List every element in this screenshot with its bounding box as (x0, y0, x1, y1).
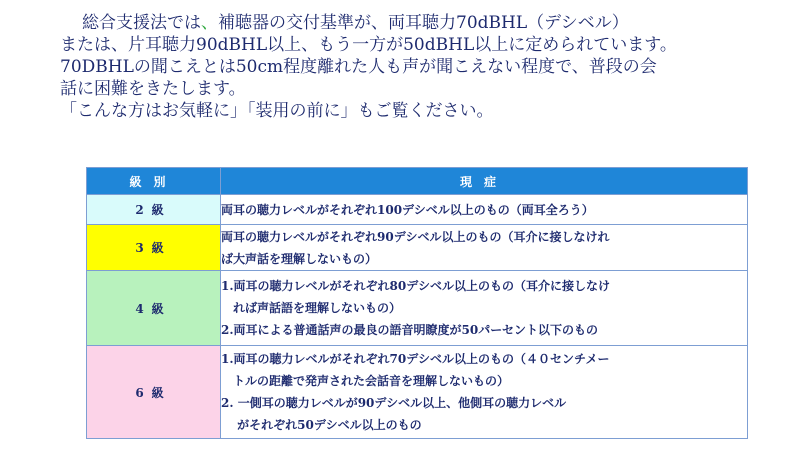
intro-line-1 (60, 12, 780, 34)
grade-cell-4: 4級 (87, 271, 221, 346)
symptom-line: 2.両耳による普通話声の最良の語音明瞭度が50パーセント以下のもの (221, 323, 598, 337)
symptom-cell-2 (221, 195, 748, 225)
symptom-line: 両耳の聴力レベルがそれぞれ100デシベル以上のもの（両耳全ろう） (221, 202, 594, 217)
symptom-cell-4 (221, 271, 748, 346)
grade-cell-2: 2級 (87, 195, 221, 225)
table-row (87, 225, 748, 271)
grade-cell-3: 3級 (87, 225, 221, 271)
symptom-line: がそれぞれ50デシベル以上のもの (221, 418, 422, 432)
symptom-line: 1.両耳の聴力レベルがそれぞれ70デシベル以上のもの（４０センチメー (221, 352, 610, 366)
symptom-line: トルの距離で発声された会話音を理解しないもの） (221, 374, 510, 388)
intro-line-1-text: 総合支援法では (82, 13, 201, 33)
symptom-cell-6 (221, 346, 748, 439)
intro-line-5: 「こんな方はお気軽に」「装用の前に」もご覧ください。 (60, 101, 494, 121)
intro-line-1-rest: 補聴器の交付基準が、両耳聴力70dBHL（デシベル） (218, 13, 629, 33)
symptom-line: 2. 一側耳の聴力レベルが90デシベル以上、他側耳の聴力レベル (221, 396, 567, 410)
header-symptom: 現症 (221, 168, 748, 195)
table-row (87, 346, 748, 439)
intro-paragraph (60, 12, 780, 122)
hearing-grade-table (86, 167, 748, 439)
table-row (87, 271, 748, 346)
intro-line-4: 話に困難をきたします。 (60, 79, 246, 99)
intro-line-2: または、片耳聴力90dBHL以上、もう一方が50dBHL以上に定められています。 (60, 35, 677, 55)
symptom-line: ば大声話を理解しないもの） (221, 251, 378, 266)
symptom-line: 両耳の聴力レベルがそれぞれ90デシベル以上のもの（耳介に接しなけれ (221, 229, 610, 244)
intro-line-3: 70DBHLの聞こえとは50cm程度離れた人も声が聞こえない程度で、普段の会 (60, 57, 657, 77)
symptom-cell-3 (221, 225, 748, 271)
intro-accent-mark: 、 (201, 13, 218, 33)
table-header-row (87, 168, 748, 195)
header-grade: 級別 (87, 168, 221, 195)
table-row (87, 195, 748, 225)
grade-cell-6: 6級 (87, 346, 221, 439)
symptom-line: れば声話語を理解しないもの） (221, 301, 402, 315)
symptom-line: 1.両耳の聴力レベルがそれぞれ80デシベル以上のもの（耳介に接しなけ (221, 279, 610, 293)
